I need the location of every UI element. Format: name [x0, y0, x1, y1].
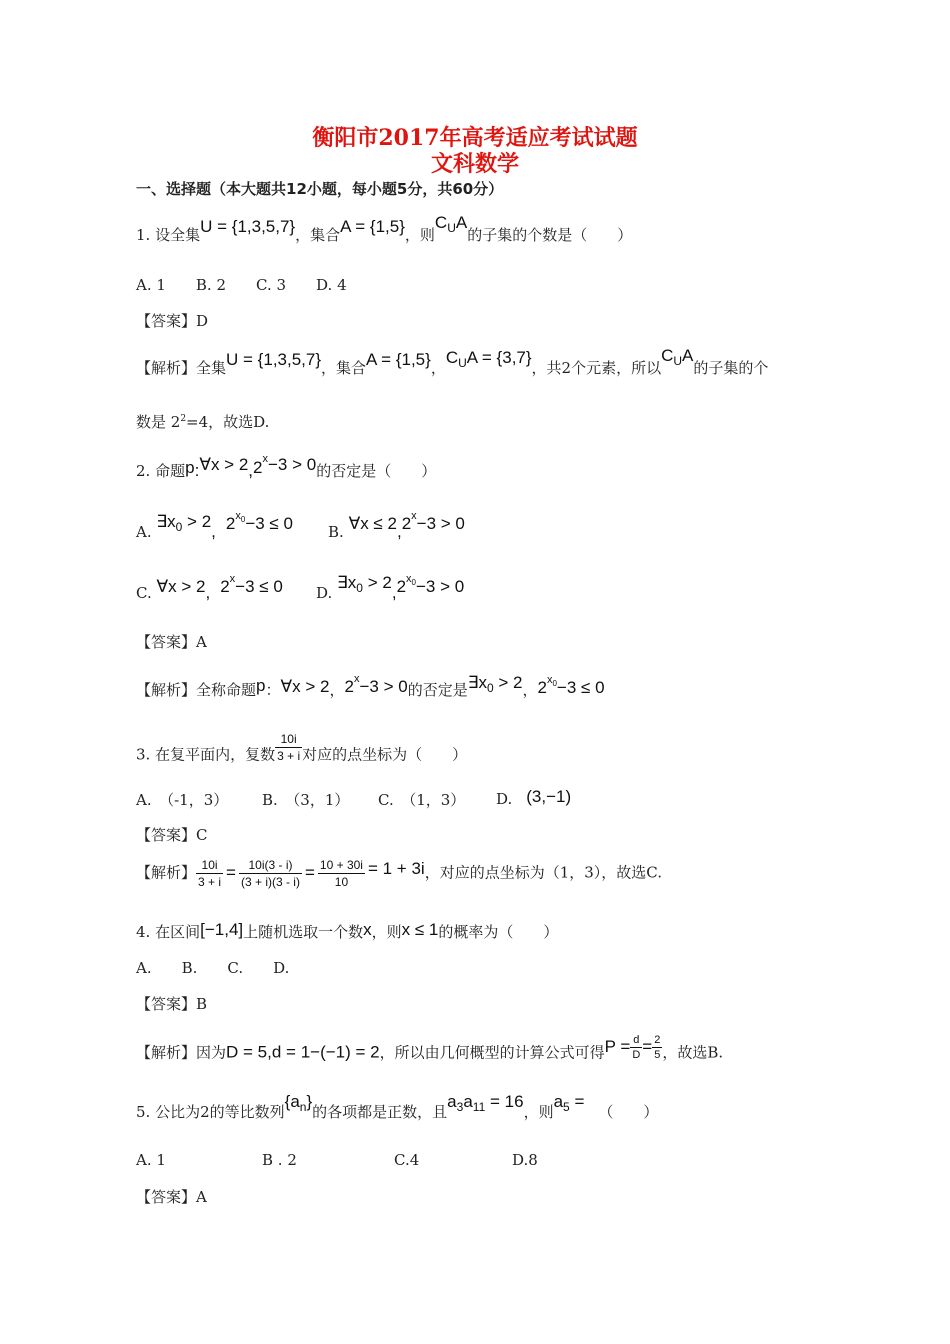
answer-value: C	[196, 826, 208, 844]
q4-options: A. B. C. D.	[136, 959, 290, 977]
q1-expl-text-3: ，	[430, 359, 446, 377]
q4-interval: [−1,4]	[200, 920, 244, 939]
q2-expl-exists: ∃x	[467, 673, 487, 692]
q5-eq: = 16	[485, 1092, 524, 1111]
answer-value: D	[196, 312, 209, 330]
q2-d-two: 2	[396, 577, 407, 596]
answer-value: A	[196, 633, 207, 651]
q1-expl-c-rest: A = {3,7}	[466, 348, 532, 367]
q1-expl-complement-2	[661, 346, 694, 368]
q1-set-a: A = {1,5}	[340, 217, 405, 236]
q4-expl-text-2: ，所以由几何概型的计算公式可得	[379, 1043, 605, 1062]
q4-text-4: 的概率为（ ）	[438, 923, 559, 941]
q5-option-b: B . 2	[262, 1151, 297, 1169]
q2-p: p	[185, 458, 195, 477]
q3-option-a: A. （-1，3）	[136, 791, 229, 809]
q2-expl-sup: x	[353, 673, 360, 685]
q1-complement-sub: U	[447, 221, 456, 235]
q4-expl-p: P =	[604, 1036, 631, 1056]
q2-number: 2.	[136, 462, 151, 480]
q2-b-sup: x	[411, 510, 417, 522]
q4-expl-eq: =	[642, 1036, 653, 1056]
q2-a-two: 2	[225, 514, 236, 533]
q1-text-2: ，集合	[295, 226, 341, 244]
q2-colon: :	[194, 461, 200, 480]
answer-value: B	[196, 995, 208, 1013]
doc-title-line2: 文科数学	[430, 151, 519, 177]
answer-label: 【答案】	[136, 995, 197, 1013]
q2-option-d	[316, 573, 465, 603]
frac-num: 2	[654, 1034, 661, 1046]
q1-text-4: 的子集的个数是（ ）	[467, 226, 633, 244]
q2-comma: ,	[248, 461, 254, 480]
q1-expl-text-4: ，共2个元素，所以	[531, 359, 662, 377]
q5-text-3: ，则	[523, 1103, 554, 1121]
answer-label: 【答案】	[136, 826, 197, 844]
q4-text-3: ，则	[371, 923, 402, 941]
q3-option-d	[496, 789, 571, 809]
q4-expl-text-3: ，故选B.	[662, 1043, 724, 1062]
q4-question	[136, 921, 558, 942]
q5-number: 5.	[136, 1103, 151, 1121]
q3-expl-frac-3	[318, 858, 365, 889]
frac-den: 3 + i	[198, 875, 222, 889]
q1-set-u: U = {1,3,5,7}	[200, 217, 296, 236]
q4-explanation	[136, 1034, 724, 1067]
q4-x: x	[363, 920, 372, 939]
q5-seq-sub: n	[299, 1100, 307, 1114]
q5-option-a: A. 1	[136, 1151, 166, 1169]
explanation-label: 【解析】	[136, 863, 197, 882]
section-heading: 一、选择题（本大题共12小题，每小题5分，共60分）	[136, 180, 504, 198]
q2-option-b	[328, 510, 465, 542]
q4-expl-frac-2	[652, 1034, 662, 1061]
q3-question	[136, 732, 468, 771]
q5-seq-a: {a	[284, 1092, 300, 1111]
q3-number: 3.	[136, 745, 151, 764]
q2-expl-rest: −3 ≤ 0	[556, 678, 605, 697]
q1-expl-text-6: 数是 2	[136, 413, 181, 431]
q2-stmt-1: ∀x > 2	[199, 455, 249, 474]
option-label: C.	[136, 584, 152, 602]
q5-text-1: 公比为2的等比数列	[155, 1103, 285, 1121]
q2-text-1: 命题	[155, 462, 186, 480]
q4-text-2: 上随机选取一个数	[243, 923, 364, 941]
q1-expl-c: C	[445, 348, 459, 367]
doc-title-line1: 衡阳市2017年高考适应考试试题	[312, 125, 638, 151]
frac-den: D	[632, 1049, 641, 1061]
q4-expl-text-1: 因为	[196, 1043, 227, 1062]
q3-explanation	[136, 858, 662, 889]
q3-expl-frac-1	[196, 858, 223, 889]
q3-frac-num: 10i	[275, 732, 302, 748]
frac-den: (3 + i)(3 - i)	[240, 875, 300, 889]
q2-text-2: 的否定是（ ）	[316, 462, 437, 480]
q1-explanation	[136, 346, 769, 378]
q2-expl-supsub-2: 0	[552, 679, 557, 688]
q1-text-1: 设全集	[155, 226, 201, 244]
q3-option-b: B. （3，1）	[262, 791, 350, 809]
q3-expl-result: = 1 + 3i	[367, 858, 425, 878]
q2-expl-two: 2	[344, 677, 354, 696]
q5-a5	[553, 1092, 585, 1114]
q3-d-point: (3,−1)	[526, 787, 572, 806]
q4-answer	[136, 993, 207, 1014]
q3-answer	[136, 824, 208, 845]
q2-b-comma: ,	[396, 522, 402, 541]
q5-answer	[136, 1186, 207, 1207]
q5-a11: a	[463, 1092, 473, 1111]
q3-frac-den: 3 + i	[277, 749, 301, 763]
q2-expl-comma: ，	[329, 681, 345, 699]
q2-d-sup: x	[406, 573, 412, 585]
q3-expl-text-2: ，对应的点坐标为（1，3），故选C.	[424, 863, 662, 882]
q3-text-2: 对应的点坐标为（ ）	[302, 745, 468, 764]
frac-den: 5	[654, 1049, 661, 1061]
q1-expl-text-5: 的子集的个	[693, 359, 769, 377]
q2-answer	[136, 631, 207, 652]
q2-c-sup: x	[229, 573, 236, 585]
q5-product	[447, 1092, 524, 1114]
frac-num: 10i(3 - i)	[239, 858, 302, 874]
q2-expl-text-1: 全称命题	[196, 681, 257, 699]
q2-a-supsub: 0	[240, 515, 246, 524]
q1-expl-c2-a: A	[682, 346, 694, 365]
q2-b-two: 2	[401, 514, 412, 533]
frac-num: 10 + 30i	[319, 858, 363, 872]
q2-b-rest: −3 > 0	[416, 514, 465, 533]
q2-expl-text-2: 的否定是	[407, 681, 468, 699]
q1-options: A. 1 B. 2 C. 3 D. 4	[136, 276, 347, 294]
q2-expl-p: p	[256, 676, 266, 695]
q1-explanation-line2	[136, 411, 269, 432]
q1-question	[136, 213, 633, 245]
q1-expl-text-7: =4，故选D.	[186, 413, 270, 431]
q5-a5-a: a	[553, 1092, 564, 1111]
q1-expl-complement	[445, 348, 532, 370]
q1-complement-a: A	[455, 213, 468, 232]
q1-expl-c2: C	[661, 346, 674, 365]
q5-a3-sub: 3	[456, 1100, 464, 1114]
q1-expl-exponent: 2	[180, 414, 187, 424]
q2-d-exists: ∃x	[337, 573, 357, 592]
q1-expl-c-sub: U	[458, 356, 467, 370]
q3-expl-eq-1: =	[226, 862, 236, 882]
q2-expl-stmt-1: ∀x > 2	[280, 677, 330, 696]
q5-question	[136, 1092, 659, 1122]
q2-d-sub: 0	[356, 581, 363, 595]
q5-text-2: 的各项都是正数，且	[312, 1103, 448, 1121]
q2-d-gt: > 2	[362, 573, 392, 592]
q1-answer	[136, 310, 208, 331]
q2-expl-sup-2: x	[546, 674, 553, 686]
q4-expl-frac-1	[630, 1034, 642, 1061]
answer-label: 【答案】	[136, 633, 197, 651]
explanation-label: 【解析】	[136, 681, 197, 699]
q1-complement	[434, 213, 468, 235]
q5-a5-eq: =	[569, 1092, 585, 1111]
q3-expl-frac-2	[239, 858, 302, 889]
q2-expl-stmt-2: −3 > 0	[359, 677, 408, 696]
q2-expl-gt: > 2	[493, 673, 523, 692]
q1-number: 1.	[136, 226, 151, 244]
answer-value: A	[196, 1188, 207, 1206]
q2-sup-x: x	[262, 453, 268, 465]
q1-expl-text-1: 全集	[196, 359, 227, 377]
q2-c-forall: ∀x > 2	[156, 577, 206, 596]
frac-num: d	[630, 1034, 642, 1048]
q3-text-1: 在复平面内，复数	[155, 745, 276, 764]
q4-condition: x ≤ 1	[401, 920, 439, 939]
q4-text-1: 在区间	[155, 923, 201, 941]
q5-option-c: C.4	[394, 1151, 420, 1169]
frac-num: 10i	[196, 858, 223, 874]
answer-label: 【答案】	[136, 312, 197, 330]
q2-expl-two-2: 2	[537, 678, 547, 697]
q5-text-4: （ ）	[598, 1103, 659, 1121]
q2-b-forall: ∀x ≤ 2	[348, 514, 397, 533]
q3-option-c: C. （1，3）	[378, 791, 466, 809]
q3-fraction	[275, 732, 302, 763]
q2-stmt-2: −3 > 0	[267, 455, 317, 474]
q2-a-rest: −3 ≤ 0	[245, 514, 293, 533]
q2-c-comma: ,	[205, 583, 211, 602]
q2-option-c	[136, 573, 283, 603]
q5-a5-sub: 5	[563, 1100, 570, 1114]
q1-expl-c2-sub: U	[673, 354, 683, 368]
q4-number: 4.	[136, 923, 151, 941]
option-label: D.	[496, 790, 513, 808]
answer-label: 【答案】	[136, 1188, 197, 1206]
q1-text-3: ，则	[404, 226, 435, 244]
q2-question	[136, 453, 437, 481]
q1-expl-text-2: ，集合	[321, 359, 367, 377]
option-label: D.	[316, 584, 333, 602]
q2-expl-colon: ：	[265, 681, 281, 699]
q1-complement-c: C	[434, 213, 448, 232]
q5-a3: a	[447, 1092, 457, 1111]
q2-two: 2	[253, 458, 263, 477]
q2-c-two: 2	[220, 577, 230, 596]
q1-expl-set-a: A = {1,5}	[366, 350, 431, 369]
q2-explanation	[136, 673, 605, 700]
q3-expl-eq-2: =	[304, 862, 315, 882]
q1-expl-set-u: U = {1,3,5,7}	[226, 350, 322, 369]
q2-a-exists: ∃x	[156, 512, 176, 531]
q2-a-sup: x	[235, 510, 241, 522]
q2-expl-comma-2: ，	[522, 681, 538, 699]
q2-d-comma: ,	[391, 583, 397, 602]
q2-a-comma: ,	[211, 522, 216, 541]
option-label: A.	[136, 523, 152, 541]
q2-a-sub: 0	[175, 520, 183, 534]
q2-c-rest: −3 ≤ 0	[235, 577, 283, 596]
explanation-label: 【解析】	[136, 1043, 197, 1062]
q5-seq-end: }	[306, 1092, 313, 1111]
q2-d-supsub: 0	[411, 578, 416, 587]
q5-sequence	[284, 1092, 313, 1114]
q2-a-gt: > 2	[182, 512, 212, 531]
q2-option-a	[136, 510, 293, 542]
q5-option-d: D.8	[512, 1151, 538, 1169]
q2-d-rest: −3 > 0	[415, 577, 465, 596]
q2-expl-sub: 0	[486, 681, 494, 695]
q5-a11-sub: 11	[472, 1100, 486, 1114]
explanation-label: 【解析】	[136, 359, 197, 377]
option-label: B.	[328, 523, 344, 541]
q4-expl-values: D = 5,d = 1−(−1) = 2	[226, 1042, 380, 1062]
frac-den: 10	[334, 875, 349, 889]
